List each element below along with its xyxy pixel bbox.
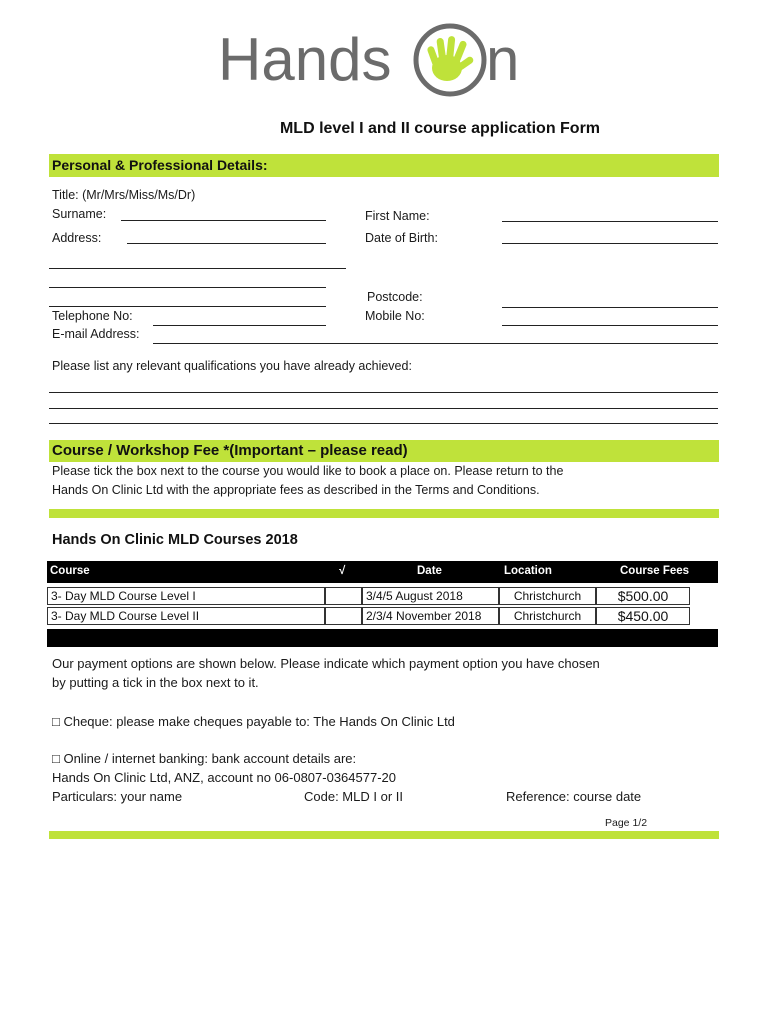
fee-section-title: Course / Workshop Fee *(Important – please read) — [52, 442, 408, 459]
code-text: Code: MLD I or II — [304, 789, 403, 804]
fee-instructions-line-2: Hands On Clinic Ltd with the appropriate fees as described in the Terms and Conditions. — [52, 483, 540, 497]
hand-icon — [426, 36, 474, 81]
courses-table — [47, 561, 718, 647]
table-row — [47, 585, 718, 605]
courses-heading: Hands On Clinic MLD Courses 2018 — [52, 532, 298, 548]
logo — [218, 20, 538, 100]
logo-graphic — [218, 20, 538, 100]
address-label: Address: — [52, 231, 102, 245]
mobile-label: Mobile No: — [365, 309, 425, 323]
courses-table-footer — [47, 629, 718, 647]
course-location: Christchurch — [499, 587, 596, 605]
qualifications-line-3[interactable] — [49, 423, 718, 424]
dob-field[interactable] — [502, 243, 718, 244]
footer-bar — [49, 831, 719, 839]
fee-section-bar — [49, 440, 719, 462]
address-field-1[interactable] — [127, 243, 326, 244]
address-field-4[interactable] — [49, 306, 326, 307]
form-title: MLD level I and II course application Form — [279, 120, 601, 137]
address-field-3[interactable] — [49, 287, 326, 288]
reference-text: Reference: course date — [506, 789, 642, 804]
title-label: Title: (Mr/Mrs/Miss/Ms/Dr) — [52, 188, 196, 202]
fee-instructions-line-1: Please tick the box next to the course you would like to book a place on. Please return to the — [52, 464, 564, 478]
course-name: 3- Day MLD Course Level I — [47, 587, 325, 605]
col-fees: Course Fees — [620, 565, 690, 577]
col-course: Course — [50, 565, 90, 577]
course-fee: $500.00 — [596, 587, 690, 605]
page-number: Page 1/2 — [605, 817, 648, 829]
course-name: 3- Day MLD Course Level II — [47, 607, 325, 625]
col-date: Date — [417, 565, 442, 577]
course-tick-box[interactable] — [325, 587, 362, 605]
divider-bar — [49, 509, 719, 518]
table-row — [47, 605, 718, 625]
payment-intro-line-1: Our payment options are shown below. Please indicate which payment option you have chosen — [52, 656, 600, 671]
logo-text-n: n — [486, 26, 520, 93]
col-tick: √ — [339, 565, 346, 577]
qualifications-line-1[interactable] — [49, 392, 718, 393]
personal-section-bar — [49, 154, 719, 177]
email-label: E-mail Address: — [52, 327, 140, 341]
bank-account-details: Hands On Clinic Ltd, ANZ, account no 06-0807-0364577-20 — [52, 770, 396, 785]
course-fee: $450.00 — [596, 607, 690, 625]
col-location: Location — [504, 565, 552, 577]
surname-label: Surname: — [52, 207, 107, 221]
course-tick-box[interactable] — [325, 607, 362, 625]
course-date: 2/3/4 November 2018 — [362, 607, 499, 625]
particulars-text: Particulars: your name — [52, 789, 183, 804]
course-location: Christchurch — [499, 607, 596, 625]
courses-table-header — [47, 561, 718, 583]
qualifications-line-2[interactable] — [49, 408, 718, 409]
logo-text — [538, 20, 539, 21]
personal-section-title: Personal & Professional Details: — [52, 157, 268, 173]
online-banking-option[interactable]: □ Online / internet banking: bank account details are: — [52, 751, 357, 766]
first-name-label: First Name: — [365, 209, 430, 223]
telephone-label: Telephone No: — [52, 309, 133, 323]
surname-field[interactable] — [121, 220, 326, 221]
qualifications-label: Please list any relevant qualifications you have already achieved: — [52, 359, 412, 373]
payment-intro-line-2: by putting a tick in the box next to it. — [52, 675, 259, 690]
email-field[interactable] — [153, 343, 718, 344]
cheque-option[interactable]: □ Cheque: please make cheques payable to: The Hands On Clinic Ltd — [52, 714, 455, 729]
dob-label: Date of Birth: — [365, 231, 438, 245]
postcode-label: Postcode: — [367, 290, 423, 304]
course-date: 3/4/5 August 2018 — [362, 587, 499, 605]
address-field-2[interactable] — [49, 268, 346, 269]
logo-text-hands: Hands — [218, 26, 392, 93]
postcode-field[interactable] — [502, 307, 718, 308]
mobile-field[interactable] — [502, 325, 718, 326]
telephone-field[interactable] — [153, 325, 326, 326]
first-name-field[interactable] — [502, 221, 718, 222]
